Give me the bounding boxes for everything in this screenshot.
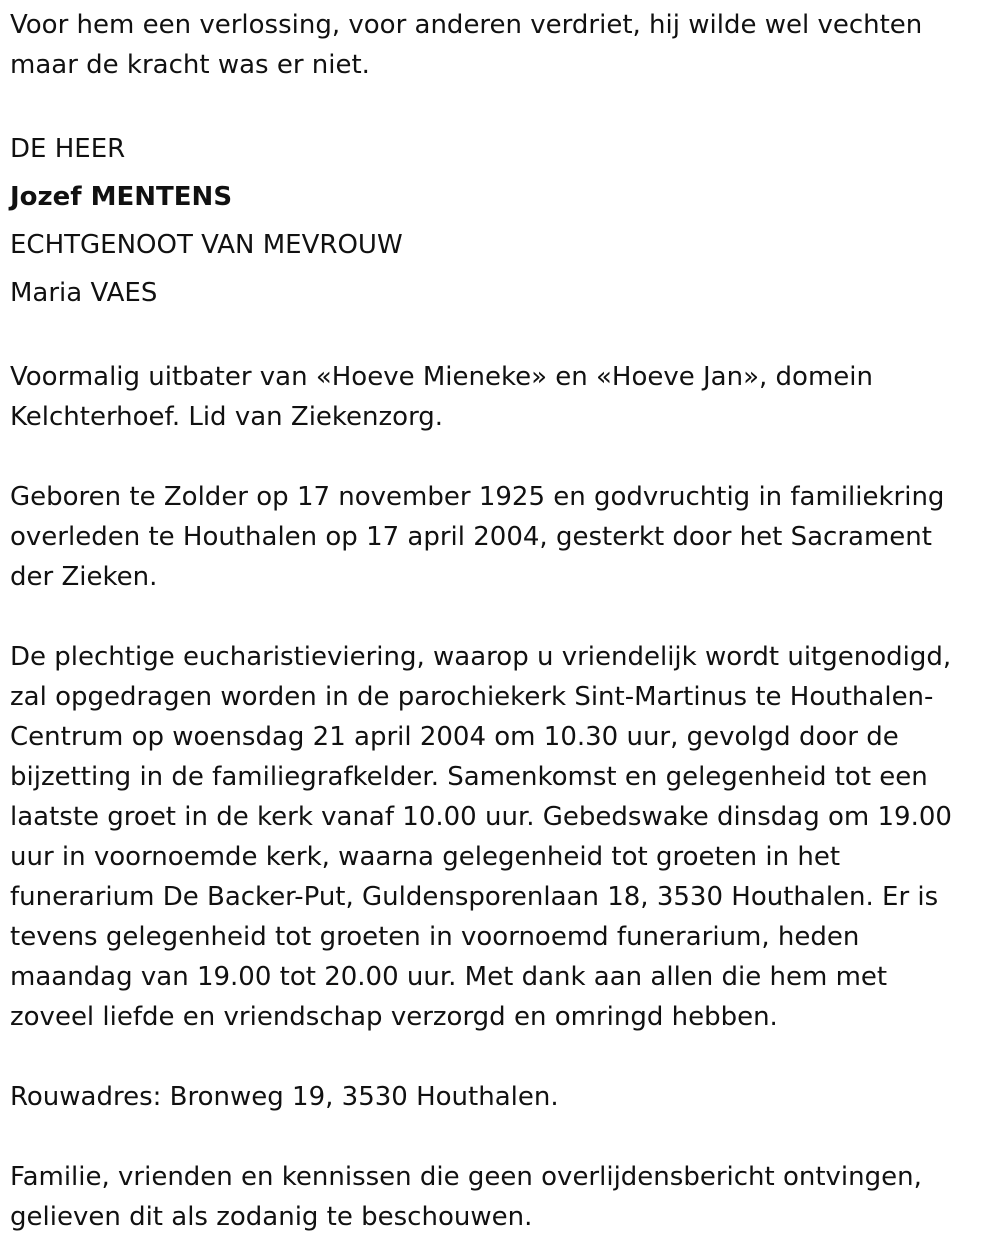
honorific-title: DE HEER <box>10 134 126 164</box>
spacer <box>10 597 985 637</box>
birth-death-paragraph <box>10 477 985 597</box>
address-paragraph <box>10 1077 985 1117</box>
birth-death-line: der Zieken. <box>10 562 158 592</box>
ceremony-line: bijzetting in de familiegrafkelder. Samenkomst en gelegenheid tot een <box>10 762 928 792</box>
spacer <box>10 1117 985 1157</box>
ceremony-line: funerarium De Backer-Put, Guldensporenlaan 18, 3530 Houthalen. Er is <box>10 882 939 912</box>
birth-death-line: overleden te Houthalen op 17 april 2004, gesterkt door het Sacrament <box>10 522 932 552</box>
mourning-address: Rouwadres: Bronweg 19, 3530 Houthalen. <box>10 1082 559 1112</box>
occupation-line: Voormalig uitbater van «Hoeve Mieneke» en «Hoeve Jan», domein <box>10 362 873 392</box>
closing-line: Familie, vrienden en kennissen die geen overlijdensbericht ontvingen, <box>10 1162 922 1192</box>
ceremony-line: Centrum op woensdag 21 april 2004 om 10.30 uur, gevolgd door de <box>10 722 899 752</box>
deceased-name: Jozef MENTENS <box>10 182 233 212</box>
closing-paragraph <box>10 1157 985 1237</box>
ceremony-line: laatste groet in de kerk vanaf 10.00 uur. Gebedswake dinsdag om 19.00 <box>10 802 952 832</box>
name-block <box>10 125 985 317</box>
intro-line: maar de kracht was er niet. <box>10 50 370 80</box>
spouse-name: Maria VAES <box>10 278 158 308</box>
spouse-label: ECHTGENOOT VAN MEVROUW <box>10 230 403 260</box>
intro-paragraph <box>10 5 985 85</box>
occupation-line: Kelchterhoef. Lid van Ziekenzorg. <box>10 402 444 432</box>
spacer <box>10 85 985 125</box>
ceremony-line: maandag van 19.00 tot 20.00 uur. Met dank aan allen die hem met <box>10 962 888 992</box>
intro-line: Voor hem een verlossing, voor anderen verdriet, hij wilde wel vechten <box>10 10 923 40</box>
spacer <box>10 1037 985 1077</box>
ceremony-line: De plechtige eucharistieviering, waarop u vriendelijk wordt uitgenodigd, <box>10 642 952 672</box>
ceremony-line: tevens gelegenheid tot groeten in voornoemd funerarium, heden <box>10 922 860 952</box>
ceremony-line: zal opgedragen worden in de parochiekerk Sint-Martinus te Houthalen- <box>10 682 934 712</box>
occupation-paragraph <box>10 357 985 437</box>
ceremony-paragraph <box>10 637 985 1037</box>
ceremony-line: zoveel liefde en vriendschap verzorgd en omringd hebben. <box>10 1002 778 1032</box>
obituary-document <box>10 5 985 1237</box>
spacer <box>10 317 985 357</box>
closing-line: gelieven dit als zodanig te beschouwen. <box>10 1202 533 1232</box>
birth-death-line: Geboren te Zolder op 17 november 1925 en godvruchtig in familiekring <box>10 482 945 512</box>
ceremony-line: uur in voornoemde kerk, waarna gelegenheid tot groeten in het <box>10 842 841 872</box>
spacer <box>10 437 985 477</box>
